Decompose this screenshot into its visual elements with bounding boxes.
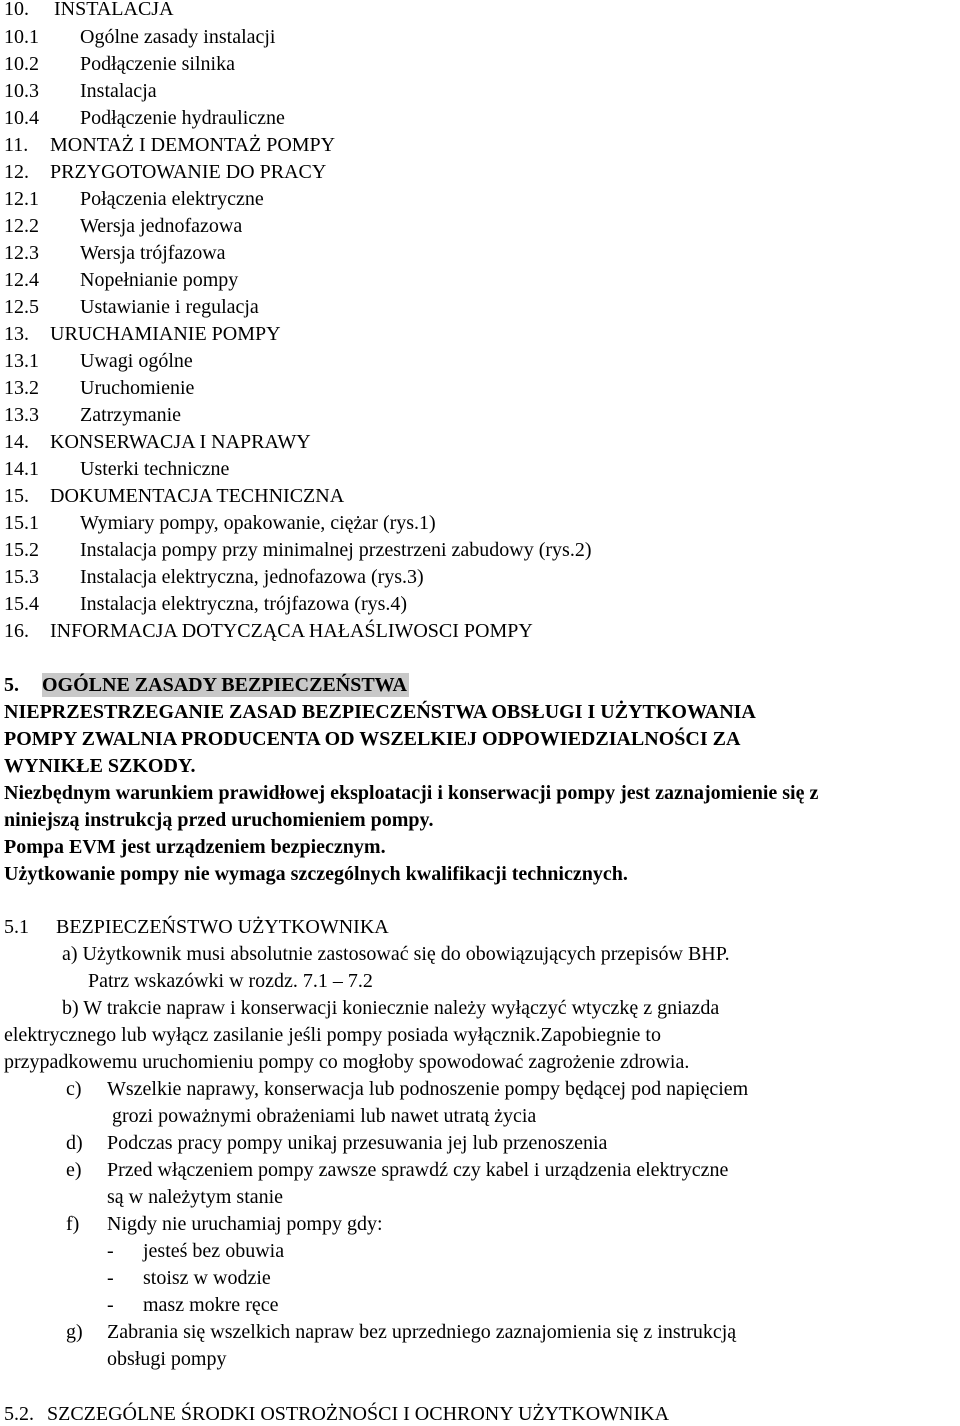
section-5-2-title: SZCZEGÓLNE ŚRODKI OSTROŻNOŚCI I OCHRONY UŻYTKOWNIKA — [47, 1403, 670, 1425]
warning-line: NIEPRZESTRZEGANIE ZASAD BEZPIECZEŃSTWA OBSŁUGI I UŻYTKOWANIA — [4, 701, 756, 723]
item-a-line: a) Użytkownik musi absolutnie zastosować się do obowiązujących przepisów BHP. — [62, 943, 730, 965]
list-item-g-cont: obsługi pompy — [107, 1348, 227, 1370]
item-b-line: przypadkowemu uruchomieniu pompy co mogłoby spowodować zagrożenie zdrowia. — [4, 1051, 690, 1073]
paragraph-line: Pompa EVM jest urządzeniem bezpiecznym. — [4, 836, 386, 858]
document-page: 10. INSTALACJA 10.1 Ogólne zasady instalacji 10.2 Podłączenie silnika 10.3 Instalacja 10.4 Podłączenie hydrauliczne 11. MONTAŻ I DEMONTAŻ POMPY 12. PRZYGOTOWANIE DO PRACY 12.1 Połączenia elektryczne 12.2 Wersja jednofazowa 12.3 Wersja trójfazowa 12.4 Nopełnianie pompy 12.5 Ustawianie i regulacja 13. URUCHAMIANIE POMPY 13.1 Uwagi ogólne 13.2 Uruchomienie 13.3 Zatrzymanie 14. KONSERWACJA I NAPRAWY 14.1 Usterki techniczne 15. DOKUMENTACJA TECHNICZNA 15.1 Wymiary pompy, opakowanie, ciężar (rys.1) 15.2 Instalacja pompy przy minimalnej przestrzeni zabudowy (rys.2) 15.3 Instalacja elektryczna, jednofazowa (rys.3) 15.4 Instalacja elektryczna, trójfazowa (rys.4) 16. INFORMACJA DOTYCZĄCA HAŁAŚLIWOSCI POMPY 5. OGÓLNE ZASADY BEZPIECZEŃSTWA NIEPRZESTRZEGANIE ZASAD BEZPIECZEŃSTWA OBSŁUGI I UŻYTKOWANIA POMPY ZWALNIA PRODUCENTA OD WSZELKIEJ ODPOWIEDZIALNOŚCI ZA WYNIKŁE SZKODY. Niezbędnym warunkiem prawidłowej eksploatacji i konserwacji pompy jest zaznajomienie się z niniejszą instrukcją przed uruchomieniem pompy. Pompa EVM jest urządzeniem bezpiecznym. Użytkowanie pompy nie wymaga szczególnych kwalifikacji technicznych. 5.1 BEZPIECZEŃSTWO UŻYTKOWNIKA a) Użytkownik musi absolutnie zastosować się do obowiązujących przepisów BHP. Patrz wskazówki w rozdz. 7.1 – 7.2 b) W trakcie napraw i konserwacji koniecznie należy wyłączyć wtyczkę z gniazda elektrycznego lub wyłącz zasilanie jeśli pompy posiada wyłącznik.Zapobiegnie to przypadkowemu uruchomieniu pompy co mogłoby spowodować zagrożenie zdrowia. c) Wszelkie naprawy, konserwacja lub podnoszenie pompy będącej pod napięciem grozi poważnymi obrażeniami lub nawet utratą życia d) Podczas pracy pompy unikaj przesuwania jej lub przenoszenia e) Przed włączeniem pompy zawsze sprawdź czy kabel i urządzenia elektryczne są w należytym stanie f) Nigdy nie uruchamiaj pompy gdy: - jesteś bez obuwia - stoisz w wodzie - masz mokre ręce g) Zabrania się wszelkich napraw bez uprzedniego zaznajomienia się z instrukcją obsługi pompy 5.2. SZCZEGÓLNE ŚRODKI OSTROŻNOŚCI I OCHRONY UŻYTKOWNIKA — [4, 0, 819, 1425]
list-item-c-cont: grozi poważnymi obrażeniami lub nawet utratą życia — [112, 1105, 537, 1127]
item-a-line: Patrz wskazówki w rozdz. 7.1 – 7.2 — [88, 970, 373, 992]
warning-line: WYNIKŁE SZKODY. — [4, 755, 196, 777]
paragraph-line: Niezbędnym warunkiem prawidłowej eksploatacji i konserwacji pompy jest zaznajomienie się z — [4, 782, 819, 804]
section-5-1-title: BEZPIECZEŃSTWO UŻYTKOWNIKA — [56, 916, 389, 938]
paragraph-line: niniejszą instrukcją przed uruchomieniem pompy. — [4, 809, 434, 831]
warning-line: POMPY ZWALNIA PRODUCENTA OD WSZELKIEJ ODPOWIEDZIALNOŚCI ZA — [4, 728, 741, 750]
item-b-line: elektrycznego lub wyłącz zasilanie jeśli pompy posiada wyłącznik.Zapobiegnie to — [4, 1024, 661, 1046]
item-b-line: b) W trakcie napraw i konserwacji koniecznie należy wyłączyć wtyczkę z gniazda — [62, 997, 720, 1019]
paragraph-line: Użytkowanie pompy nie wymaga szczególnych kwalifikacji technicznych. — [4, 863, 628, 885]
section-5-title: OGÓLNE ZASADY BEZPIECZEŃSTWA — [42, 674, 407, 696]
list-item-e-cont: są w należytym stanie — [107, 1186, 284, 1208]
